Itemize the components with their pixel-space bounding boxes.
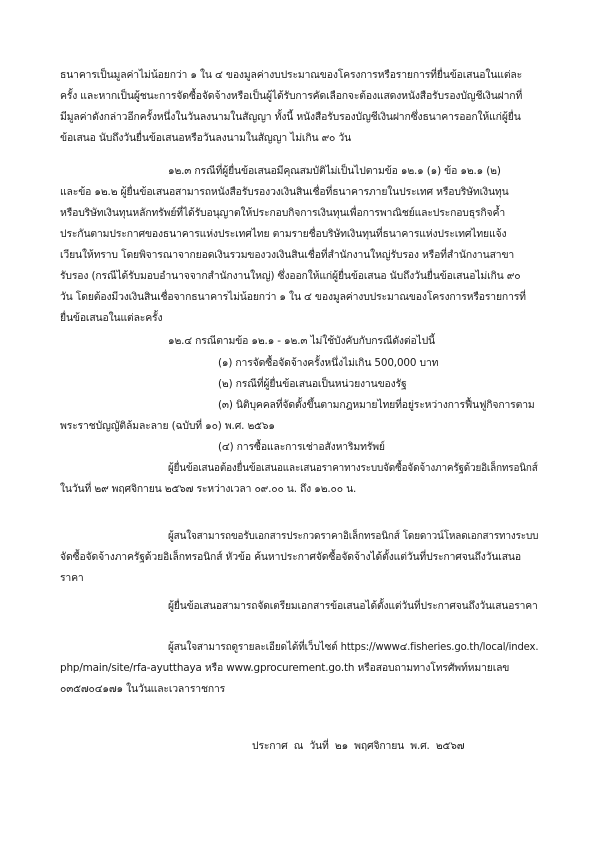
- preparation-line: ผู้ยื่นข้อเสนอสามารถจัดเตรียมเอกสารข้อเสนอได้ตั้งแต่วันที่ประกาศจนถึงวันเสนอราคา: [168, 600, 538, 612]
- para2-line-5: เวียนให้ทราบ โดยพิจารณาจากยอดเงินรวมของวงเงินสินเชื่อที่สำนักงานใหญ่รับรอง หรือที่สำนักงานสาขา: [60, 249, 515, 261]
- para2-line-3: หรือบริษัทเงินทุนหลักทรัพย์ที่ได้รับอนุญาตให้ประกอบกิจการเงินทุนเพื่อการพาณิชย์และประกอบธุรกิจค้ำ: [60, 207, 506, 219]
- download-line-2: จัดซื้อจัดจ้างภาครัฐด้วยอิเล็กทรอนิกส์ หัวข้อ ค้นหาประกาศจัดซื้อจัดจ้างได้ตั้งแต่วันที่ประกาศจนถึงวันเสนอ: [60, 551, 521, 563]
- download-line-3: ราคา: [60, 572, 84, 584]
- contact-line-1: ผู้สนใจสามารถดูรายละเอียดได้ที่เว็บไซต์ https://www๔.fisheries.go.th/local/index.: [168, 641, 539, 653]
- exception-item-1: (๑) การจัดซื้อจัดจ้างครั้งหนึ่งไม่เกิน 500,000 บาท: [218, 357, 439, 369]
- para2-line-6: รับรอง (กรณีได้รับมอบอำนาจจากสำนักงานใหญ่) ซึ่งออกให้แก่ผู้ยื่นข้อเสนอ นับถึงวันยื่นข้อเสนอไม่เกิน ๙๐: [60, 270, 521, 282]
- exception-item-3-cont: พระราชบัญญัติล้มละลาย (ฉบับที่ ๑๐) พ.ศ. ๒๕๖๑: [60, 420, 275, 432]
- para1-line-4: ข้อเสนอ นับถึงวันยื่นข้อเสนอหรือวันลงนามในสัญญา ไม่เกิน ๙๐ วัน: [60, 132, 352, 144]
- exception-item-2: (๒) กรณีที่ผู้ยื่นข้อเสนอเป็นหน่วยงานของรัฐ: [218, 378, 407, 390]
- submission-line-2: ในวันที่ ๒๙ พฤศจิกายน ๒๕๖๗ ระหว่างเวลา ๐๙.๐๐ น. ถึง ๑๒.๐๐ น.: [60, 483, 357, 495]
- para1-line-3: มีมูลค่าดังกล่าวอีกครั้งหนึ่งในวันลงนามในสัญญา ทั้งนี้ หนังสือรับรองบัญชีเงินฝากซึ่งธนาคารออกให้แก่ผู้ยื่น: [60, 111, 521, 123]
- para2-line-4: ประกันตามประกาศของธนาคารแห่งประเทศไทย ตามรายชื่อบริษัทเงินทุนที่ธนาคารแห่งประเทศไทยแจ้ง: [60, 228, 507, 240]
- contact-line-3: ๐๓๕๗๐๔๑๗๑ ในวันและเวลาราชการ: [60, 683, 226, 695]
- para2-line-7: วัน โดยต้องมีวงเงินสินเชื่อจากธนาคารไม่น้อยกว่า ๑ ใน ๔ ของมูลค่างบประมาณของโครงการหรือรายการที่: [60, 291, 526, 303]
- announcement-date: ประกาศ ณ วันที่ ๒๑ พฤศจิกายน พ.ศ. ๒๕๖๗: [252, 740, 465, 752]
- exception-item-3: (๓) นิติบุคคลที่จัดตั้งขึ้นตามกฎหมายไทยที่อยู่ระหว่างการฟื้นฟูกิจการตาม: [218, 399, 535, 411]
- para2-line-1: ๑๒.๓ กรณีที่ผู้ยื่นข้อเสนอมีคุณสมบัติไม่เป็นไปตามข้อ ๑๒.๑ (๑) ข้อ ๑๒.๑ (๒): [168, 165, 501, 177]
- para2-line-2: และข้อ ๑๒.๒ ผู้ยื่นข้อเสนอสามารถหนังสือรับรองวงเงินสินเชื่อที่ธนาคารภายในประเทศ หรือบริษัทเงินทุน: [60, 186, 509, 198]
- para3-intro: ๑๒.๔ กรณีตามข้อ ๑๒.๑ - ๑๒.๓ ไม่ใช้บังคับกับกรณีดังต่อไปนี้: [168, 335, 436, 347]
- para1-line-1: ธนาคารเป็นมูลค่าไม่น้อยกว่า ๑ ใน ๔ ของมูลค่างบประมาณของโครงการหรือรายการที่ยื่นข้อเสนอในแต่ละ: [60, 69, 523, 81]
- exception-item-4: (๔) การซื้อและการเช่าอสังหาริมทรัพย์: [218, 441, 385, 453]
- para2-line-8: ยื่นข้อเสนอในแต่ละครั้ง: [60, 312, 163, 324]
- para1-line-2: ครั้ง และหากเป็นผู้ชนะการจัดซื้อจัดจ้างหรือเป็นผู้ได้รับการคัดเลือกจะต้องแสดงหนังสือรับรองบัญชีเงินฝากที่: [60, 90, 523, 102]
- contact-line-2: php/main/site/rfa-ayutthaya หรือ www.gprocurement.go.th หรือสอบถามทางโทรศัพท์หมายเลข: [60, 662, 510, 674]
- submission-line-1: ผู้ยื่นข้อเสนอต้องยื่นข้อเสนอและเสนอราคาทางระบบจัดซื้อจัดจ้างภาครัฐด้วยอิเล็กทรอนิกส์: [168, 462, 538, 474]
- download-line-1: ผู้สนใจสามารถขอรับเอกสารประกวดราคาอิเล็กทรอนิกส์ โดยดาวน์โหลดเอกสารทางระบบ: [168, 530, 539, 542]
